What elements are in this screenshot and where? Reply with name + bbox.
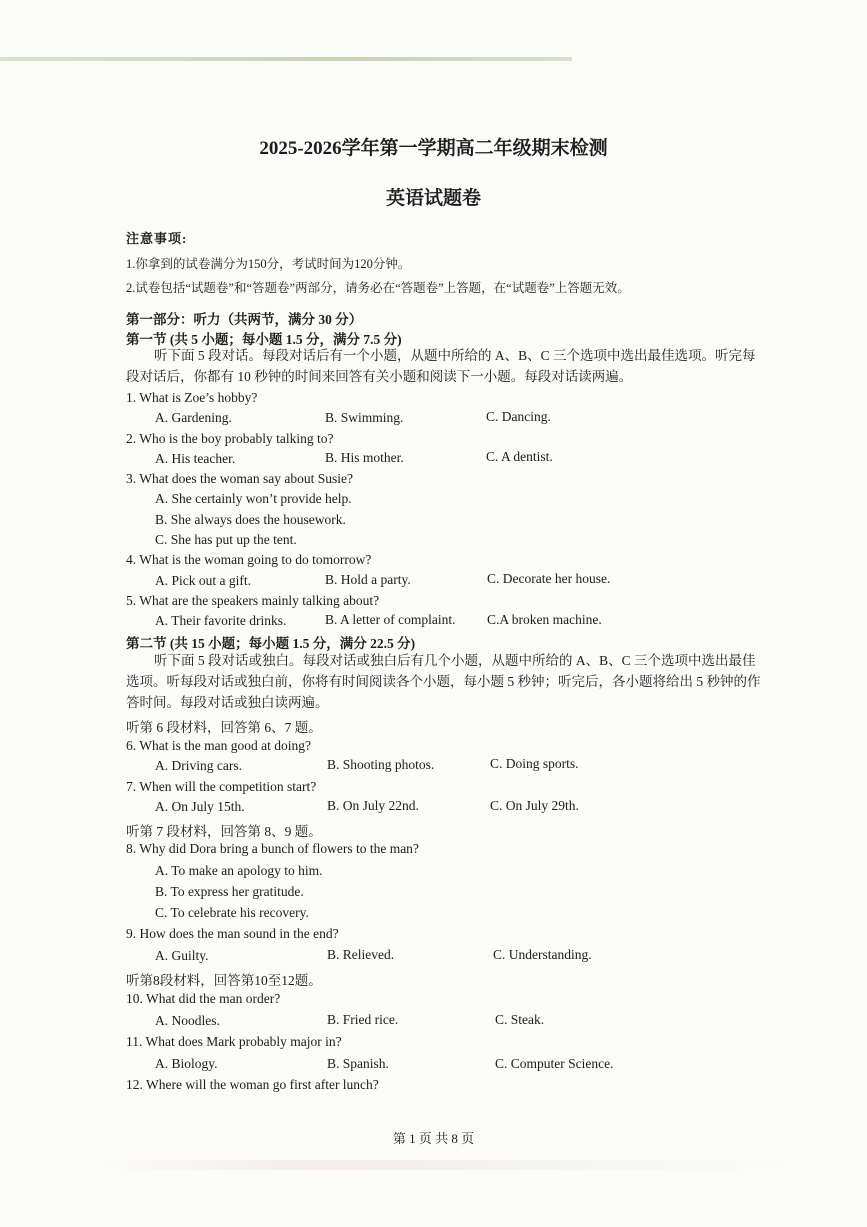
- exam-subtitle: 英语试题卷: [385, 188, 481, 209]
- question-11: 11. What does Mark probably major in?: [126, 1034, 342, 1049]
- section1-heading: 第一节 (共 5 小题；每小题 1.5 分，满分 7.5 分): [126, 332, 402, 347]
- q4-option-c: C. Decorate her house.: [487, 571, 611, 586]
- question-5: 5. What are the speakers mainly talking about?: [126, 593, 380, 608]
- q1-option-a: A. Gardening.: [155, 410, 232, 425]
- part1-heading: 第一部分：听力（共两节，满分 30 分）: [126, 312, 363, 327]
- note-item: 2.试卷包括“试题卷”和“答题卷”两部分，请务必在“答题卷”上答题，在“试题卷”上答题无效。: [126, 281, 630, 295]
- q2-option-b: B. His mother.: [325, 450, 404, 465]
- question-6: 6. What is the man good at doing?: [126, 738, 311, 753]
- q7-option-c: C. On July 29th.: [490, 798, 579, 813]
- q5-option-b: B. A letter of complaint.: [325, 612, 456, 627]
- question-9: 9. How does the man sound in the end?: [126, 926, 339, 941]
- q9-option-a: A. Guilty.: [155, 948, 209, 963]
- q11-option-b: B. Spanish.: [327, 1056, 389, 1071]
- q10-option-c: C. Steak.: [495, 1012, 545, 1027]
- q11-option-c: C. Computer Science.: [495, 1056, 614, 1071]
- q8-option-c: C. To celebrate his recovery.: [155, 905, 309, 920]
- q3-option-c: C. She has put up the tent.: [155, 532, 297, 547]
- q7-option-a: A. On July 15th.: [155, 799, 245, 814]
- scan-smudge: [100, 1160, 800, 1170]
- q4-option-a: A. Pick out a gift.: [155, 573, 251, 588]
- q5-option-a: A. Their favorite drinks.: [155, 613, 287, 628]
- question-7: 7. When will the competition start?: [126, 779, 317, 794]
- question-1: 1. What is Zoe’s hobby?: [126, 390, 258, 405]
- question-8: 8. Why did Dora bring a bunch of flowers to the man?: [126, 841, 419, 856]
- q6-option-a: A. Driving cars.: [155, 758, 242, 773]
- q6-option-c: C. Doing sports.: [490, 756, 579, 771]
- question-4: 4. What is the woman going to do tomorrow?: [126, 552, 372, 567]
- q10-option-a: A. Noodles.: [155, 1013, 220, 1028]
- q11-option-a: A. Biology.: [155, 1056, 218, 1071]
- q10-option-b: B. Fried rice.: [327, 1012, 399, 1027]
- material-6-label: 听第 6 段材料，回答第 6、7 题。: [126, 720, 322, 735]
- q8-option-a: A. To make an apology to him.: [155, 863, 323, 878]
- page-number: 第 1 页 共 8 页: [392, 1131, 475, 1146]
- q6-option-b: B. Shooting photos.: [327, 757, 435, 772]
- question-12: 12. Where will the woman go first after lunch?: [126, 1077, 379, 1092]
- q8-option-b: B. To express her gratitude.: [155, 884, 304, 899]
- q5-option-c: C.A broken machine.: [487, 612, 602, 627]
- q9-option-c: C. Understanding.: [493, 947, 592, 962]
- q2-option-c: C. A dentist.: [486, 449, 553, 464]
- question-2: 2. Who is the boy probably talking to?: [126, 431, 334, 446]
- exam-title: 2025-2026学年第一学期高二年级期末检测: [259, 138, 608, 159]
- question-3: 3. What does the woman say about Susie?: [126, 471, 353, 486]
- q3-option-a: A. She certainly won’t provide help.: [155, 491, 352, 506]
- q1-option-b: B. Swimming.: [325, 410, 404, 425]
- q3-option-b: B. She always does the housework.: [155, 512, 346, 527]
- question-10: 10. What did the man order?: [126, 991, 281, 1006]
- q2-option-a: A. His teacher.: [155, 451, 236, 466]
- notes-heading: 注意事项:: [126, 231, 188, 246]
- q1-option-c: C. Dancing.: [486, 409, 551, 424]
- section2-instruction: 听下面 5 段对话或独白。每段对话或独白后有几个小题，从题中所给的 A、B、C 三个选项中选出最佳选项。听每段对话或独白前，你将有时间阅读各个小题，每小题 5 秒钟；听完后，各小题将给出 5 秒钟的作答时间。每段对话或独白读两遍。: [126, 653, 761, 710]
- q7-option-b: B. On July 22nd.: [327, 798, 419, 813]
- section2-heading: 第二节 (共 15 小题；每小题 1.5 分，满分 22.5 分): [126, 636, 416, 651]
- material-7-label: 听第 7 段材料，回答第 8、9 题。: [126, 824, 322, 839]
- section1-instruction: 听下面 5 段对话。每段对话后有一个小题，从题中所给的 A、B、C 三个选项中选出最佳选项。听完每段对话后，你都有 10 秒钟的时间来回答有关小题和阅读下一小题。每段对话读两遍。: [126, 348, 756, 384]
- scan-edge-line: [0, 57, 572, 61]
- material-8-label: 听第8段材料，回答第10至12题。: [126, 973, 322, 988]
- q4-option-b: B. Hold a party.: [325, 572, 411, 587]
- note-item: 1.你拿到的试卷满分为150分，考试时间为120分钟。: [126, 257, 411, 271]
- q9-option-b: B. Relieved.: [327, 947, 395, 962]
